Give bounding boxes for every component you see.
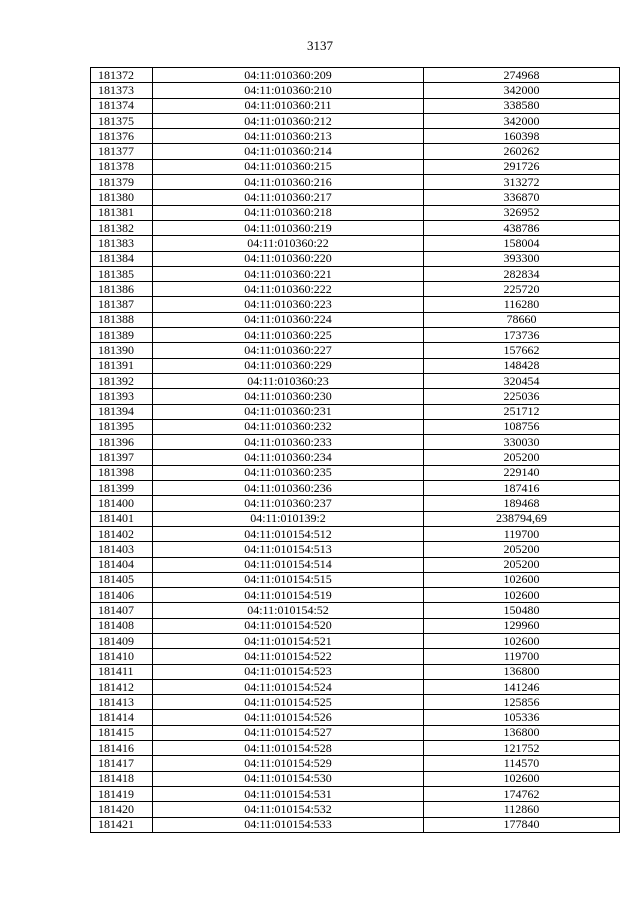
cadastral-value-cell: 238794,69 bbox=[424, 511, 620, 526]
cadastral-number-cell: 04:11:010154:528 bbox=[153, 741, 424, 756]
table-row bbox=[91, 450, 620, 465]
row-number-cell: 181421 bbox=[91, 817, 153, 832]
cadastral-value-cell: 330030 bbox=[424, 435, 620, 450]
row-number-cell: 181418 bbox=[91, 771, 153, 786]
cadastral-value-cell: 119700 bbox=[424, 649, 620, 664]
row-number-cell: 181384 bbox=[91, 251, 153, 266]
table-row bbox=[91, 220, 620, 235]
cadastral-number-cell: 04:11:010360:217 bbox=[153, 190, 424, 205]
cadastral-number-cell: 04:11:010360:236 bbox=[153, 481, 424, 496]
row-number-cell: 181378 bbox=[91, 159, 153, 174]
cadastral-value-cell: 274968 bbox=[424, 68, 620, 83]
table-row bbox=[91, 649, 620, 664]
cadastral-number-cell: 04:11:010154:526 bbox=[153, 710, 424, 725]
cadastral-number-cell: 04:11:010360:216 bbox=[153, 175, 424, 190]
cadastral-value-cell: 157662 bbox=[424, 343, 620, 358]
cadastral-number-cell: 04:11:010154:521 bbox=[153, 633, 424, 648]
cadastral-value-cell: 119700 bbox=[424, 526, 620, 541]
cadastral-value-cell: 187416 bbox=[424, 481, 620, 496]
row-number-cell: 181391 bbox=[91, 358, 153, 373]
table-row bbox=[91, 251, 620, 266]
table-row bbox=[91, 542, 620, 557]
table-row bbox=[91, 496, 620, 511]
table-row bbox=[91, 297, 620, 312]
table-row bbox=[91, 771, 620, 786]
cadastral-value-cell: 160398 bbox=[424, 129, 620, 144]
cadastral-number-cell: 04:11:010154:533 bbox=[153, 817, 424, 832]
cadastral-number-cell: 04:11:010360:229 bbox=[153, 358, 424, 373]
cadastral-number-cell: 04:11:010360:22 bbox=[153, 236, 424, 251]
cadastral-value-cell: 338580 bbox=[424, 98, 620, 113]
cadastral-number-cell: 04:11:010360:215 bbox=[153, 159, 424, 174]
row-number-cell: 181376 bbox=[91, 129, 153, 144]
cadastral-value-cell: 326952 bbox=[424, 205, 620, 220]
row-number-cell: 181392 bbox=[91, 373, 153, 388]
row-number-cell: 181420 bbox=[91, 802, 153, 817]
cadastral-number-cell: 04:11:010154:519 bbox=[153, 588, 424, 603]
cadastral-number-cell: 04:11:010154:527 bbox=[153, 725, 424, 740]
row-number-cell: 181413 bbox=[91, 695, 153, 710]
table-row bbox=[91, 98, 620, 113]
table-row bbox=[91, 343, 620, 358]
table-row bbox=[91, 664, 620, 679]
cadastral-value-cell: 102600 bbox=[424, 771, 620, 786]
row-number-cell: 181416 bbox=[91, 741, 153, 756]
cadastral-value-cell: 342000 bbox=[424, 113, 620, 128]
cadastral-number-cell: 04:11:010360:224 bbox=[153, 312, 424, 327]
table-row bbox=[91, 205, 620, 220]
cadastral-number-cell: 04:11:010360:230 bbox=[153, 389, 424, 404]
row-number-cell: 181388 bbox=[91, 312, 153, 327]
table-row bbox=[91, 358, 620, 373]
table-row bbox=[91, 113, 620, 128]
cadastral-number-cell: 04:11:010360:225 bbox=[153, 328, 424, 343]
table-row bbox=[91, 802, 620, 817]
cadastral-value-cell: 320454 bbox=[424, 373, 620, 388]
row-number-cell: 181415 bbox=[91, 725, 153, 740]
row-number-cell: 181381 bbox=[91, 205, 153, 220]
table-row bbox=[91, 526, 620, 541]
table-row bbox=[91, 557, 620, 572]
table-row bbox=[91, 511, 620, 526]
table-row bbox=[91, 817, 620, 832]
cadastral-value-cell: 291726 bbox=[424, 159, 620, 174]
cadastral-value-cell: 336870 bbox=[424, 190, 620, 205]
row-number-cell: 181395 bbox=[91, 419, 153, 434]
row-number-cell: 181402 bbox=[91, 526, 153, 541]
cadastral-value-cell: 205200 bbox=[424, 542, 620, 557]
table-body bbox=[91, 68, 620, 833]
row-number-cell: 181419 bbox=[91, 786, 153, 801]
table-row bbox=[91, 129, 620, 144]
cadastral-value-cell: 173736 bbox=[424, 328, 620, 343]
cadastral-number-cell: 04:11:010154:525 bbox=[153, 695, 424, 710]
table-row bbox=[91, 679, 620, 694]
row-number-cell: 181409 bbox=[91, 633, 153, 648]
table-row bbox=[91, 144, 620, 159]
table-row bbox=[91, 190, 620, 205]
cadastral-value-cell: 114570 bbox=[424, 756, 620, 771]
cadastral-number-cell: 04:11:010360:234 bbox=[153, 450, 424, 465]
cadastral-number-cell: 04:11:010154:514 bbox=[153, 557, 424, 572]
cadastral-number-cell: 04:11:010360:235 bbox=[153, 465, 424, 480]
row-number-cell: 181377 bbox=[91, 144, 153, 159]
cadastral-number-cell: 04:11:010139:2 bbox=[153, 511, 424, 526]
table-row bbox=[91, 404, 620, 419]
row-number-cell: 181398 bbox=[91, 465, 153, 480]
cadastral-number-cell: 04:11:010360:227 bbox=[153, 343, 424, 358]
cadastral-number-cell: 04:11:010360:232 bbox=[153, 419, 424, 434]
cadastral-value-cell: 102600 bbox=[424, 572, 620, 587]
table-row bbox=[91, 695, 620, 710]
cadastral-number-cell: 04:11:010154:520 bbox=[153, 618, 424, 633]
cadastral-value-cell: 393300 bbox=[424, 251, 620, 266]
row-number-cell: 181403 bbox=[91, 542, 153, 557]
cadastral-number-cell: 04:11:010154:512 bbox=[153, 526, 424, 541]
cadastral-value-cell: 136800 bbox=[424, 725, 620, 740]
table-row bbox=[91, 603, 620, 618]
cadastral-number-cell: 04:11:010154:530 bbox=[153, 771, 424, 786]
cadastral-number-cell: 04:11:010154:523 bbox=[153, 664, 424, 679]
table-row bbox=[91, 710, 620, 725]
cadastral-number-cell: 04:11:010154:524 bbox=[153, 679, 424, 694]
cadastral-value-cell: 102600 bbox=[424, 633, 620, 648]
row-number-cell: 181379 bbox=[91, 175, 153, 190]
table-row bbox=[91, 312, 620, 327]
cadastral-number-cell: 04:11:010360:211 bbox=[153, 98, 424, 113]
table-row bbox=[91, 786, 620, 801]
table-row bbox=[91, 373, 620, 388]
row-number-cell: 181404 bbox=[91, 557, 153, 572]
cadastral-number-cell: 04:11:010154:522 bbox=[153, 649, 424, 664]
row-number-cell: 181399 bbox=[91, 481, 153, 496]
row-number-cell: 181382 bbox=[91, 220, 153, 235]
cadastral-number-cell: 04:11:010360:233 bbox=[153, 435, 424, 450]
table-row bbox=[91, 572, 620, 587]
cadastral-value-table bbox=[90, 67, 620, 833]
table-row bbox=[91, 175, 620, 190]
page-number: 3137 bbox=[307, 38, 333, 53]
row-number-cell: 181389 bbox=[91, 328, 153, 343]
cadastral-value-cell: 129960 bbox=[424, 618, 620, 633]
row-number-cell: 181397 bbox=[91, 450, 153, 465]
row-number-cell: 181417 bbox=[91, 756, 153, 771]
row-number-cell: 181383 bbox=[91, 236, 153, 251]
cadastral-value-cell: 438786 bbox=[424, 220, 620, 235]
table-row bbox=[91, 236, 620, 251]
row-number-cell: 181396 bbox=[91, 435, 153, 450]
row-number-cell: 181400 bbox=[91, 496, 153, 511]
cadastral-value-cell: 251712 bbox=[424, 404, 620, 419]
cadastral-number-cell: 04:11:010360:218 bbox=[153, 205, 424, 220]
table-row bbox=[91, 481, 620, 496]
cadastral-number-cell: 04:11:010154:52 bbox=[153, 603, 424, 618]
cadastral-number-cell: 04:11:010154:532 bbox=[153, 802, 424, 817]
cadastral-value-cell: 205200 bbox=[424, 557, 620, 572]
cadastral-number-cell: 04:11:010360:223 bbox=[153, 297, 424, 312]
cadastral-number-cell: 04:11:010360:209 bbox=[153, 68, 424, 83]
cadastral-number-cell: 04:11:010154:531 bbox=[153, 786, 424, 801]
cadastral-number-cell: 04:11:010360:213 bbox=[153, 129, 424, 144]
table-row bbox=[91, 159, 620, 174]
row-number-cell: 181407 bbox=[91, 603, 153, 618]
cadastral-number-cell: 04:11:010154:529 bbox=[153, 756, 424, 771]
cadastral-value-cell: 225720 bbox=[424, 282, 620, 297]
row-number-cell: 181414 bbox=[91, 710, 153, 725]
cadastral-value-cell: 102600 bbox=[424, 588, 620, 603]
row-number-cell: 181373 bbox=[91, 83, 153, 98]
cadastral-value-cell: 136800 bbox=[424, 664, 620, 679]
row-number-cell: 181385 bbox=[91, 266, 153, 281]
cadastral-value-cell: 174762 bbox=[424, 786, 620, 801]
row-number-cell: 181386 bbox=[91, 282, 153, 297]
table-row bbox=[91, 83, 620, 98]
cadastral-number-cell: 04:11:010360:23 bbox=[153, 373, 424, 388]
table-row bbox=[91, 588, 620, 603]
cadastral-value-cell: 150480 bbox=[424, 603, 620, 618]
cadastral-number-cell: 04:11:010360:219 bbox=[153, 220, 424, 235]
table-row bbox=[91, 756, 620, 771]
row-number-cell: 181401 bbox=[91, 511, 153, 526]
cadastral-value-cell: 229140 bbox=[424, 465, 620, 480]
cadastral-value-cell: 260262 bbox=[424, 144, 620, 159]
table-row bbox=[91, 266, 620, 281]
cadastral-value-cell: 282834 bbox=[424, 266, 620, 281]
cadastral-value-cell: 189468 bbox=[424, 496, 620, 511]
row-number-cell: 181411 bbox=[91, 664, 153, 679]
row-number-cell: 181387 bbox=[91, 297, 153, 312]
table-row bbox=[91, 435, 620, 450]
cadastral-number-cell: 04:11:010360:212 bbox=[153, 113, 424, 128]
row-number-cell: 181374 bbox=[91, 98, 153, 113]
cadastral-value-cell: 148428 bbox=[424, 358, 620, 373]
cadastral-value-cell: 342000 bbox=[424, 83, 620, 98]
row-number-cell: 181408 bbox=[91, 618, 153, 633]
row-number-cell: 181380 bbox=[91, 190, 153, 205]
cadastral-value-cell: 225036 bbox=[424, 389, 620, 404]
table-row bbox=[91, 282, 620, 297]
cadastral-value-cell: 158004 bbox=[424, 236, 620, 251]
cadastral-number-cell: 04:11:010360:222 bbox=[153, 282, 424, 297]
row-number-cell: 181375 bbox=[91, 113, 153, 128]
table-row bbox=[91, 419, 620, 434]
cadastral-value-cell: 108756 bbox=[424, 419, 620, 434]
table-row bbox=[91, 68, 620, 83]
cadastral-value-cell: 205200 bbox=[424, 450, 620, 465]
row-number-cell: 181372 bbox=[91, 68, 153, 83]
table-row bbox=[91, 465, 620, 480]
cadastral-number-cell: 04:11:010360:210 bbox=[153, 83, 424, 98]
table-row bbox=[91, 741, 620, 756]
table-row bbox=[91, 328, 620, 343]
row-number-cell: 181406 bbox=[91, 588, 153, 603]
cadastral-value-cell: 105336 bbox=[424, 710, 620, 725]
cadastral-value-cell: 125856 bbox=[424, 695, 620, 710]
cadastral-number-cell: 04:11:010360:214 bbox=[153, 144, 424, 159]
table-row bbox=[91, 633, 620, 648]
row-number-cell: 181393 bbox=[91, 389, 153, 404]
cadastral-value-cell: 177840 bbox=[424, 817, 620, 832]
cadastral-number-cell: 04:11:010360:231 bbox=[153, 404, 424, 419]
table-row bbox=[91, 725, 620, 740]
table-row bbox=[91, 618, 620, 633]
row-number-cell: 181405 bbox=[91, 572, 153, 587]
cadastral-value-cell: 121752 bbox=[424, 741, 620, 756]
cadastral-value-cell: 313272 bbox=[424, 175, 620, 190]
cadastral-value-cell: 112860 bbox=[424, 802, 620, 817]
cadastral-number-cell: 04:11:010360:237 bbox=[153, 496, 424, 511]
cadastral-number-cell: 04:11:010154:513 bbox=[153, 542, 424, 557]
table-row bbox=[91, 389, 620, 404]
row-number-cell: 181410 bbox=[91, 649, 153, 664]
row-number-cell: 181390 bbox=[91, 343, 153, 358]
row-number-cell: 181412 bbox=[91, 679, 153, 694]
row-number-cell: 181394 bbox=[91, 404, 153, 419]
cadastral-value-cell: 78660 bbox=[424, 312, 620, 327]
cadastral-number-cell: 04:11:010360:220 bbox=[153, 251, 424, 266]
cadastral-value-cell: 116280 bbox=[424, 297, 620, 312]
cadastral-value-cell: 141246 bbox=[424, 679, 620, 694]
cadastral-number-cell: 04:11:010360:221 bbox=[153, 266, 424, 281]
cadastral-number-cell: 04:11:010154:515 bbox=[153, 572, 424, 587]
